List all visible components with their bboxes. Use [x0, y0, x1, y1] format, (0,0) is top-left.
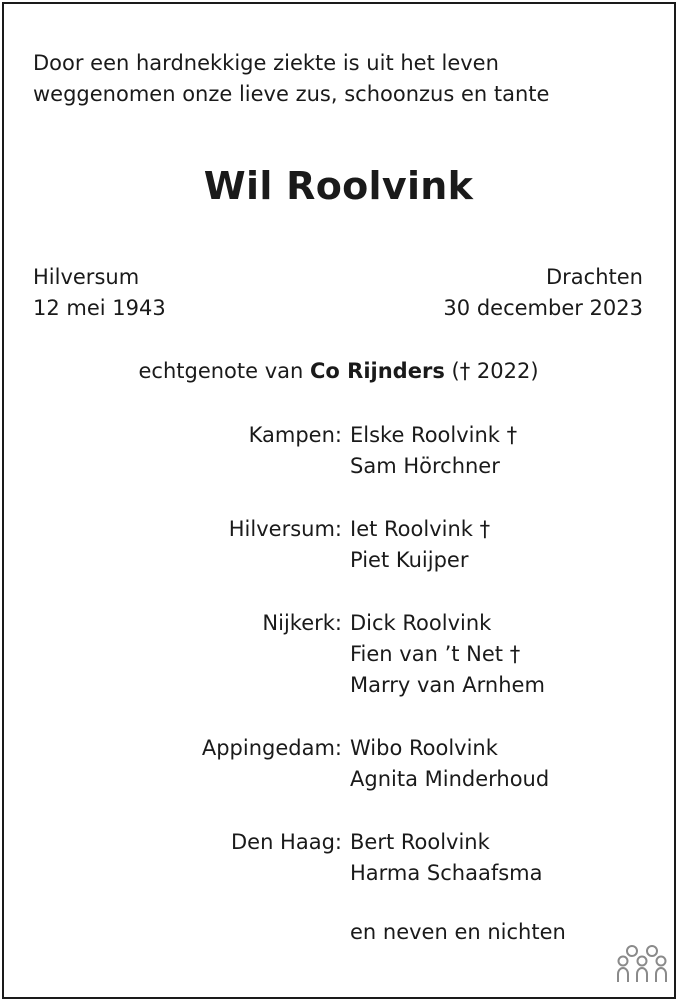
family-member: Piet Kuijper: [350, 548, 469, 572]
family-city: Nijkerk:: [262, 611, 342, 635]
family-member: Agnita Minderhoud: [350, 767, 550, 791]
family-member: Iet Roolvink †: [350, 517, 491, 541]
family-members: [342, 827, 543, 889]
spouse-line: [0, 356, 677, 387]
spouse-prefix: echtgenote van: [138, 359, 311, 383]
family-member: Marry van Arnhem: [350, 673, 545, 697]
family-group: [0, 420, 677, 482]
family-member: Dick Roolvink: [350, 611, 492, 635]
closing-text: en neven en nichten: [350, 920, 566, 944]
birth-place: Hilversum: [33, 265, 140, 289]
family-members: [342, 420, 517, 482]
family-members: [342, 733, 549, 795]
family-city: Kampen:: [248, 423, 342, 447]
family-member: Elske Roolvink †: [350, 423, 518, 447]
family-members: [342, 608, 545, 701]
family-group: [0, 827, 677, 889]
people-group-icon: [617, 944, 667, 986]
family-city: Appingedam:: [201, 736, 342, 760]
family-member: Harma Schaafsma: [350, 861, 543, 885]
family-group: [0, 608, 677, 701]
death-date: 30 december 2023: [443, 296, 643, 320]
family-city: Hilversum:: [228, 517, 342, 541]
intro-line-2: weggenomen onze lieve zus, schoonzus en tante: [33, 82, 550, 106]
death-place: Drachten: [546, 265, 643, 289]
family-group: [0, 514, 677, 576]
birth-info: [33, 262, 166, 324]
family-member: Bert Roolvink: [350, 830, 490, 854]
family-list: [0, 420, 677, 921]
spouse-name: Co Rijnders: [310, 359, 445, 383]
deceased-name: Wil Roolvink: [203, 164, 474, 208]
family-group: [0, 733, 677, 795]
intro-line-1: Door een hardnekkige ziekte is uit het leven: [33, 51, 499, 75]
death-info: [443, 262, 643, 324]
spouse-suffix: († 2022): [444, 359, 539, 383]
family-members: [342, 514, 490, 576]
family-member: Wibo Roolvink: [350, 736, 498, 760]
family-city: Den Haag:: [230, 830, 342, 854]
birth-date: 12 mei 1943: [33, 296, 166, 320]
family-member: Fien van ’t Net †: [350, 642, 521, 666]
intro-text: [33, 48, 549, 110]
family-member: Sam Hörchner: [350, 454, 500, 478]
